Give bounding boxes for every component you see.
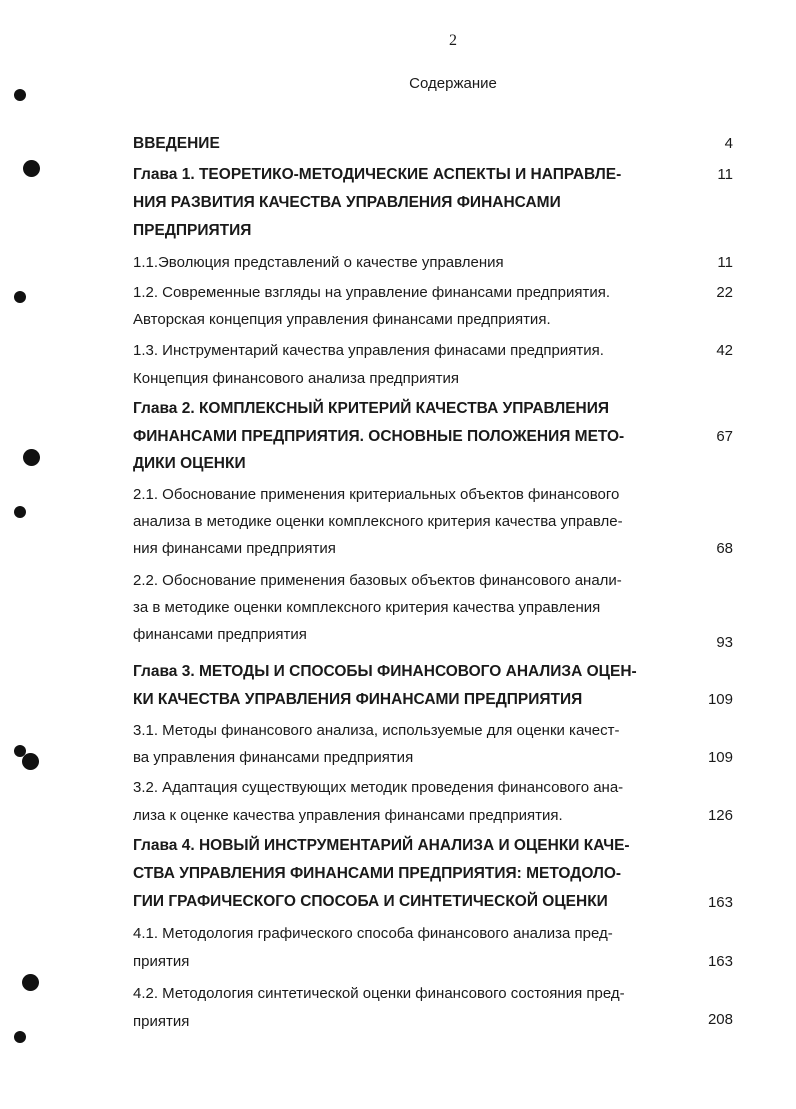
toc-entry-line: лиза к оценке качества управления финансами предприятия.: [133, 807, 563, 824]
toc-entry-line: ГИИ ГРАФИЧЕСКОГО СПОСОБА И СИНТЕТИЧЕСКОЙ ОЦЕНКИ: [133, 893, 608, 910]
toc-entry-section-4-1: [133, 925, 733, 973]
toc-entry-line: Авторская концепция управления финансами предприятия.: [133, 311, 551, 328]
toc-entry-line: КИ КАЧЕСТВА УПРАВЛЕНИЯ ФИНАНСАМИ ПРЕДПРИЯТИЯ: [133, 691, 583, 708]
toc-entry-section-2-2: [133, 572, 733, 652]
toc-entry-section-3-2: [133, 779, 733, 827]
toc-entry-section-1-3: [133, 342, 733, 390]
toc-entry-line: НИЯ РАЗВИТИЯ КАЧЕСТВА УПРАВЛЕНИЯ ФИНАНСАМИ: [133, 194, 561, 211]
toc-entry-line: СТВА УПРАВЛЕНИЯ ФИНАНСАМИ ПРЕДПРИЯТИЯ: МЕТОДОЛО-: [133, 865, 622, 882]
toc-entry-line: 4.1. Методология графического способа финансового анализа пред-: [133, 925, 613, 942]
toc-entry-line: 4.2. Методология синтетической оценки финансового состояния пред-: [133, 985, 625, 1002]
toc-entry-section-4-2: [133, 985, 733, 1033]
toc-page-number: 163: [707, 953, 733, 970]
toc-page-number: 22: [716, 284, 733, 301]
toc-entry-line: приятия: [133, 1013, 190, 1030]
toc-entry-introduction: [133, 135, 733, 155]
binder-hole: [22, 753, 39, 770]
toc-entry-line: за в методике оценки комплексного критерия качества управления: [133, 599, 601, 616]
toc-entry-line: Глава 3. МЕТОДЫ И СПОСОБЫ ФИНАНСОВОГО АНАЛИЗА ОЦЕН-: [133, 663, 637, 680]
toc-page-number: 68: [716, 540, 733, 557]
toc-entry-chapter-1: [133, 166, 733, 244]
binder-hole: [23, 160, 40, 177]
toc-entry-line: Концепция финансового анализа предприятия: [133, 370, 460, 387]
toc-entry-line: ПРЕДПРИЯТИЯ: [133, 222, 252, 239]
toc-entry-line: ния финансами предприятия: [133, 540, 336, 557]
toc-entry-line: Глава 1. ТЕОРЕТИКО-МЕТОДИЧЕСКИЕ АСПЕКТЫ И НАПРАВЛЕ-: [133, 166, 622, 183]
toc-entry-line: ФИНАНСАМИ ПРЕДПРИЯТИЯ. ОСНОВНЫЕ ПОЛОЖЕНИЯ МЕТО-: [133, 428, 625, 445]
toc-entry-line: 3.1. Методы финансового анализа, используемые для оценки качест-: [133, 722, 620, 739]
toc-entry-section-3-1: [133, 722, 733, 770]
toc-entry-line: 2.2. Обоснование применения базовых объектов финансового анали-: [133, 572, 622, 589]
binder-hole: [22, 974, 39, 991]
toc-page-number: 11: [717, 254, 733, 271]
toc-entry-line: ВВЕДЕНИЕ: [133, 135, 220, 152]
toc-title: Содержание: [409, 75, 497, 92]
binder-hole: [14, 89, 26, 101]
toc-page-number: 163: [707, 894, 733, 911]
toc-entry-section-1-1: [133, 254, 733, 274]
toc-page-number: 109: [707, 749, 733, 766]
toc-entry-chapter-2: [133, 400, 733, 478]
toc-entry-chapter-3: [133, 663, 733, 711]
toc-entry-line: приятия: [133, 953, 190, 970]
toc-entry-line: Глава 2. КОМПЛЕКСНЫЙ КРИТЕРИЙ КАЧЕСТВА УПРАВЛЕНИЯ: [133, 400, 610, 417]
toc-page-number: 93: [716, 634, 733, 651]
toc-entry-line: 2.1. Обоснование применения критериальных объектов финансового: [133, 486, 620, 503]
toc-entry-chapter-4: [133, 837, 733, 915]
toc-entry-line: финансами предприятия: [133, 626, 307, 643]
toc-page-number: 126: [707, 807, 733, 824]
binder-hole: [14, 506, 26, 518]
toc-entry-section-2-1: [133, 486, 733, 562]
binder-hole: [14, 1031, 26, 1043]
toc-entry-line: ДИКИ ОЦЕНКИ: [133, 455, 246, 472]
toc-entry-line: анализа в методике оценки комплексного критерия качества управле-: [133, 513, 623, 530]
toc-page-number: 42: [716, 342, 733, 359]
toc-entry-line: 1.3. Инструментарий качества управления финасами предприятия.: [133, 342, 604, 359]
toc-entry-line: 1.2. Современные взгляды на управление финансами предприятия.: [133, 284, 610, 301]
toc-page-number: 11: [717, 166, 733, 183]
toc-page-number: 67: [716, 428, 733, 445]
binder-hole: [23, 449, 40, 466]
toc-entry-line: Глава 4. НОВЫЙ ИНСТРУМЕНТАРИЙ АНАЛИЗА И ОЦЕНКИ КАЧЕ-: [133, 837, 630, 854]
toc-entry-line: ва управления финансами предприятия: [133, 749, 414, 766]
toc-page-number: 4: [724, 135, 733, 152]
toc-entry-line: 3.2. Адаптация существующих методик проведения финансового ана-: [133, 779, 624, 796]
toc-entry-line: 1.1.Эволюция представлений о качестве управления: [133, 254, 504, 271]
page-number: 2: [449, 32, 457, 49]
toc-page-number: 109: [707, 691, 733, 708]
toc-entry-section-1-2: [133, 284, 733, 332]
toc-page-number: 208: [707, 1011, 733, 1028]
binder-hole: [14, 291, 26, 303]
